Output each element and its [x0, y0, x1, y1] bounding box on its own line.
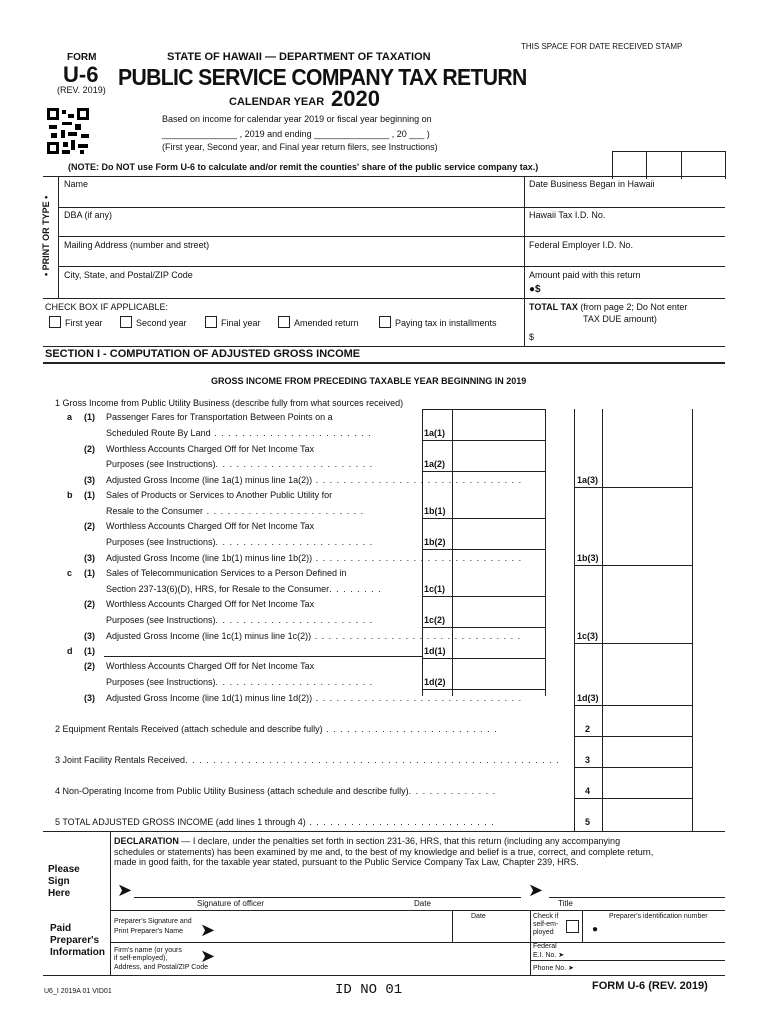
- line-1a2-num: (2): [84, 444, 95, 454]
- fein-label: Federal Employer I.D. No.: [529, 240, 634, 250]
- line-1b2-text-1: Worthless Accounts Charged Off for Net Income Tax: [106, 521, 315, 531]
- line-4-code: 4: [585, 786, 591, 796]
- line-1b3-num: (3): [84, 553, 95, 563]
- check-if-label-1: Check if: [533, 913, 559, 920]
- preparer-date-label: Date: [471, 913, 486, 920]
- line-4-amount[interactable]: [603, 781, 691, 797]
- qr-code-icon: [47, 108, 89, 154]
- line-1b1-amount[interactable]: [453, 503, 544, 517]
- line-1c1-code: 1c(1): [424, 584, 446, 594]
- line-1a1-text-2: Scheduled Route By Land . . . . . . . . . . . . . . . . . . . . . . .: [106, 428, 372, 438]
- please-sign-3: Here: [48, 888, 71, 899]
- checkbox-first-year-label: First year: [65, 318, 103, 328]
- phone-label: Phone No. ➤: [533, 965, 574, 972]
- line-1b2-num: (2): [84, 521, 95, 531]
- officer-title-field[interactable]: [551, 880, 723, 896]
- line-1b2-amount[interactable]: [453, 534, 544, 548]
- checkbox-second-year[interactable]: [120, 316, 187, 328]
- total-tax-field[interactable]: [540, 330, 723, 344]
- line-1d-letter: d: [67, 646, 73, 656]
- mailing-address-field[interactable]: [60, 251, 522, 265]
- line-5-text: 5 TOTAL ADJUSTED GROSS INCOME (add lines 1 through 4) . . . . . . . . . . . . . . . . . . . . . . . . . . .: [55, 817, 495, 827]
- hawaii-tax-id-field[interactable]: [526, 221, 724, 235]
- line-1d3-text: Adjusted Gross Income (line 1d(1) minus line 1d(2)) . . . . . . . . . . . . . . . . . . . . . . . . . . . . . .: [106, 693, 523, 703]
- line-1d3-amount[interactable]: [603, 690, 691, 704]
- preparer-signature-field[interactable]: [220, 914, 450, 940]
- line-5-code: 5: [585, 817, 591, 827]
- line-1b3-text: Adjusted Gross Income (line 1b(1) minus line 1b(2)) . . . . . . . . . . . . . . . . . . . . . . . . . . . . . .: [106, 553, 523, 563]
- total-tax-note-1: (from page 2; Do Not enter: [580, 302, 688, 312]
- line-1a-letter: a: [67, 412, 73, 422]
- page-title: PUBLIC SERVICE COMPANY TAX RETURN: [118, 64, 527, 90]
- line-1d2-code: 1d(2): [424, 677, 446, 687]
- title-arrow-icon: ➤: [528, 880, 544, 900]
- paid-preparer-2: Preparer's: [50, 935, 100, 946]
- line-1b1-num: (1): [84, 490, 95, 500]
- line-1c2-text-1: Worthless Accounts Charged Off for Net Income Tax: [106, 599, 315, 609]
- name-field[interactable]: [60, 190, 522, 206]
- tax-year: 2020: [331, 86, 380, 111]
- declaration-title: DECLARATION: [114, 836, 179, 846]
- preparer-signature-label-1: Preparer's Signature and: [114, 918, 192, 925]
- line-3-amount[interactable]: [603, 750, 691, 766]
- hawaii-tax-id-label: Hawaii Tax I.D. No.: [529, 210, 606, 220]
- self-employed-checkbox[interactable]: [566, 920, 579, 933]
- checkbox-second-year-label: Second year: [136, 318, 187, 328]
- line-1a3-text: Adjusted Gross Income (line 1a(1) minus line 1a(2)) . . . . . . . . . . . . . . . . . . . . . . . . . . . . . .: [106, 475, 523, 485]
- line-1c1-text-2: Section 237-13(6)(D), HRS, for Resale to the Consumer. . . . . . . .: [106, 584, 382, 594]
- mailing-address-label: Mailing Address (number and street): [64, 240, 210, 250]
- calendar-year-label: CALENDAR YEAR: [229, 96, 325, 108]
- line-4-text: 4 Non-Operating Income from Public Utility Business (attach schedule and describe fully). . . . . . . . . . . . .: [55, 786, 497, 796]
- line-1d2-amount[interactable]: [453, 674, 544, 688]
- firm-name-label-1: Firm's name (or yours: [114, 947, 182, 954]
- please-sign-1: Please: [48, 864, 80, 875]
- based-on-line-3: (First year, Second year, and Final year return filers, see Instructions): [162, 142, 438, 152]
- officer-signature-field[interactable]: [137, 880, 517, 896]
- checkbox-paying-installments[interactable]: [379, 316, 497, 328]
- line-1c2-amount[interactable]: [453, 612, 544, 626]
- paid-preparer-3: Information: [50, 947, 105, 958]
- line-1d2-num: (2): [84, 661, 95, 671]
- line-1b1-text-1: Sales of Products or Services to Another Public Utility for: [106, 490, 333, 500]
- firm-arrow-icon: ➤: [200, 946, 216, 966]
- declaration-line-2: schedules or statements) has been examined by me and, to the best of my knowledge and belief is a true, correct, and complete return,: [114, 847, 654, 857]
- print-or-type-label: • PRINT OR TYPE •: [41, 195, 51, 276]
- checkbox-final-year-label: Final year: [221, 318, 261, 328]
- line-1c1-text-1: Sales of Telecommunication Services to a Person Defined in: [106, 568, 347, 578]
- checkbox-paying-installments-label: Paying tax in installments: [395, 318, 497, 328]
- agency-name: STATE OF HAWAII — DEPARTMENT OF TAXATION: [167, 51, 431, 63]
- line-1c3-num: (3): [84, 631, 95, 641]
- fein-field[interactable]: [526, 251, 724, 265]
- line-1c1-amount[interactable]: [453, 581, 544, 595]
- date-stamp-label: THIS SPACE FOR DATE RECEIVED STAMP: [521, 42, 683, 51]
- total-tax-note-2: TAX DUE amount): [583, 314, 657, 324]
- federal-ein-label-1: Federal: [533, 943, 557, 950]
- checkbox-amended-return-label: Amended return: [294, 318, 359, 328]
- city-state-zip-field[interactable]: [60, 281, 522, 297]
- declaration-line-3: made in good faith, for the taxable year stated, pursuant to the Public Service Company Tax Law, Chapter 239, HRS.: [114, 857, 579, 867]
- form-label: FORM: [67, 52, 97, 63]
- checkbox-first-year[interactable]: [49, 316, 103, 328]
- checkbox-amended-return[interactable]: [278, 316, 359, 328]
- form-number: U-6: [63, 62, 99, 87]
- line-5-amount[interactable]: [603, 812, 691, 830]
- federal-ein-field[interactable]: [576, 944, 724, 959]
- date-business-began-label: Date Business Began in Hawaii: [529, 179, 655, 189]
- amount-paid-symbol: ●$: [529, 284, 541, 295]
- line-1b3-code: 1b(3): [577, 553, 599, 563]
- line-1a3-amount[interactable]: [603, 472, 691, 486]
- officer-title-label: Title: [558, 899, 573, 908]
- form-note: (NOTE: Do NOT use Form U-6 to calculate and/or remit the counties' share of the public service company tax.): [68, 162, 539, 172]
- line-1a3-num: (3): [84, 475, 95, 485]
- line-1a1-num: (1): [84, 412, 95, 422]
- line-1a2-amount[interactable]: [453, 456, 544, 470]
- signature-of-officer-label: Signature of officer: [197, 899, 265, 908]
- line-1b2-text-2: Purposes (see Instructions). . . . . . . . . . . . . . . . . . . . . . .: [106, 537, 374, 547]
- total-tax-label-row: [529, 302, 687, 312]
- line-1c2-num: (2): [84, 599, 95, 609]
- line-1a1-text-1: Passenger Fares for Transportation Between Points on a: [106, 412, 333, 422]
- line-1c-letter: c: [67, 568, 73, 578]
- line-2-amount[interactable]: [603, 719, 691, 735]
- line-1c3-text: Adjusted Gross Income (line 1c(1) minus line 1c(2)) . . . . . . . . . . . . . . . . . . . . . . . . . . . . . .: [106, 631, 522, 641]
- line-1c2-code: 1c(2): [424, 615, 446, 625]
- line-1b2-code: 1b(2): [424, 537, 446, 547]
- checkbox-final-year[interactable]: [205, 316, 261, 328]
- line-1b1-code: 1b(1): [424, 506, 446, 516]
- id-number: ID NO 01: [335, 982, 403, 998]
- line-1a3-code: 1a(3): [577, 475, 599, 485]
- line-1d1-num: (1): [84, 646, 95, 656]
- name-label: Name: [64, 179, 89, 189]
- line-1a2-text-2: Purposes (see Instructions). . . . . . . . . . . . . . . . . . . . . . .: [106, 459, 374, 469]
- preparer-arrow-icon: ➤: [200, 920, 216, 940]
- preparer-id-label: Preparer's identification number: [609, 913, 708, 920]
- form-revision: (REV. 2019): [57, 85, 106, 95]
- line-1d3-num: (3): [84, 693, 95, 703]
- line-1d1-code: 1d(1): [424, 646, 446, 656]
- line-1d2-text-2: Purposes (see Instructions). . . . . . . . . . . . . . . . . . . . . . .: [106, 677, 374, 687]
- based-on-line-1: Based on income for calendar year 2019 or fiscal year beginning on: [162, 114, 432, 124]
- firm-name-field[interactable]: [220, 945, 528, 973]
- dba-field[interactable]: [60, 221, 522, 235]
- line-2-text: 2 Equipment Rentals Received (attach schedule and describe fully) . . . . . . . . . . . . . . . . . . . . . . . . .: [55, 724, 498, 734]
- check-if-label-2: self-em-: [533, 921, 559, 928]
- officer-date-label: Date: [414, 899, 431, 908]
- please-sign-2: Sign: [48, 876, 70, 887]
- firm-name-label-3: Address, and Postal/ZIP Code: [114, 964, 209, 971]
- line-1d3-code: 1d(3): [577, 693, 599, 703]
- line-1a1-amount[interactable]: [453, 425, 544, 439]
- line-1b1-text-2: Resale to the Consumer . . . . . . . . . . . . . . . . . . . . . . .: [106, 506, 365, 516]
- check-if-label-3: ployed: [533, 929, 554, 936]
- line-1c2-text-2: Purposes (see Instructions). . . . . . . . . . . . . . . . . . . . . . .: [106, 615, 374, 625]
- line-1c3-amount[interactable]: [603, 628, 691, 642]
- line-1a2-text-1: Worthless Accounts Charged Off for Net Income Tax: [106, 444, 315, 454]
- city-state-zip-label: City, State, and Postal/ZIP Code: [64, 270, 193, 280]
- federal-ein-label-2: E.I. No. ➤: [533, 952, 565, 959]
- line-1d1-amount[interactable]: [453, 643, 544, 657]
- line-3-text: 3 Joint Facility Rentals Received. . . . . . . . . . . . . . . . . . . . . . . . . . . . . . . . . . . . . . . . . . . . . . . . . . . . . .: [55, 755, 560, 765]
- bullet-icon: ●: [592, 924, 599, 935]
- line-2-code: 2: [585, 724, 591, 734]
- line-1c3-code: 1c(3): [577, 631, 599, 641]
- line-1c1-num: (1): [84, 568, 95, 578]
- dba-label: DBA (if any): [64, 210, 113, 220]
- total-tax-dollar: $: [529, 332, 535, 342]
- section-1-title: SECTION I - COMPUTATION OF ADJUSTED GROSS INCOME: [45, 348, 361, 360]
- total-tax-label: TOTAL TAX: [529, 302, 578, 312]
- form-version-code: U6_I 2019A 01 VID01: [44, 988, 112, 995]
- check-box-label: CHECK BOX IF APPLICABLE:: [45, 302, 169, 312]
- amount-paid-field[interactable]: [545, 282, 723, 297]
- date-business-began-field[interactable]: [526, 190, 724, 206]
- line-1b3-amount[interactable]: [603, 550, 691, 564]
- line-1d2-text-1: Worthless Accounts Charged Off for Net Income Tax: [106, 661, 315, 671]
- declaration-line-1: DECLARATION — I declare, under the penalties set forth in section 231-36, HRS, that this return (including any accompanying: [114, 836, 621, 846]
- preparer-date-field[interactable]: [454, 922, 528, 940]
- phone-field[interactable]: [576, 961, 724, 974]
- line-1a1-code: 1a(1): [424, 428, 446, 438]
- section-1-subtitle: GROSS INCOME FROM PRECEDING TAXABLE YEAR BEGINNING IN 2019: [211, 376, 527, 386]
- line-3-code: 3: [585, 755, 591, 765]
- line-1a2-code: 1a(2): [424, 459, 446, 469]
- sign-arrow-icon: ➤: [117, 880, 133, 900]
- line-1b-letter: b: [67, 490, 73, 500]
- paid-preparer-1: Paid: [50, 923, 72, 934]
- footer-form-rev: FORM U-6 (REV. 2019): [592, 980, 708, 992]
- based-on-line-2: _______________ , 2019 and ending _______________ , 20 ___ ): [162, 129, 430, 139]
- line-1-description: 1 Gross Income from Public Utility Business (describe fully from what sources received): [55, 398, 404, 408]
- preparer-signature-label-2: Print Preparer's Name: [114, 928, 184, 935]
- firm-name-label-2: if self-employed),: [114, 955, 168, 962]
- preparer-id-field[interactable]: [602, 922, 723, 940]
- amount-paid-label: Amount paid with this return: [529, 270, 641, 280]
